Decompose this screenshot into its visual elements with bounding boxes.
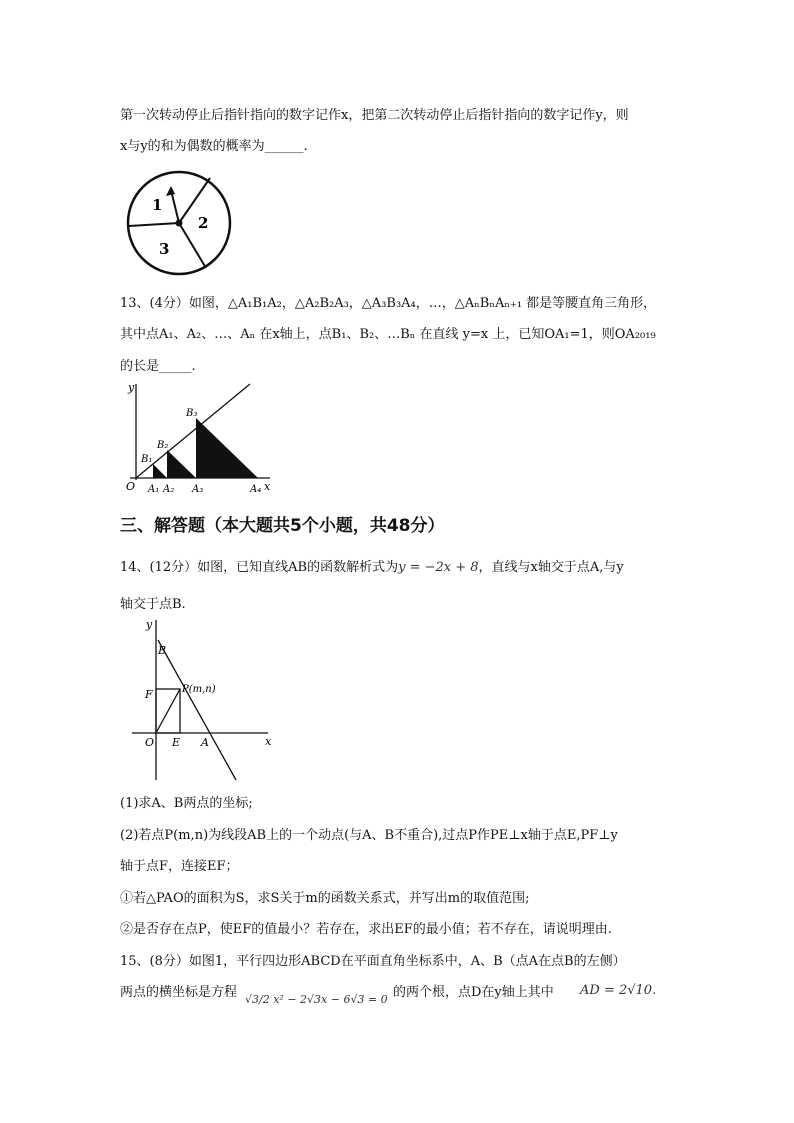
section-heading: 三、解答题（本大题共5个小题，共48分） (120, 516, 445, 536)
line-ab (158, 640, 236, 780)
q12-line2: x与y的和为偶数的概率为______. (120, 139, 308, 154)
q14-sub2b: 轴于点F，连接EF； (120, 859, 239, 874)
q14-sub4: ②是否存在点P，使EF的值最小？若存在，求出EF的最小值；若不存在，请说明理由. (120, 922, 612, 937)
label-o: O (145, 736, 155, 749)
q14-line2: 轴交于点B. (120, 597, 186, 612)
label-x: x (265, 735, 272, 748)
spinner-label-1: 1 (152, 196, 163, 214)
q15-line1: 15、(8分）如图1，平行四边形ABCD在平面直角坐标系中，A、B（点A在点B的左侧） (120, 954, 626, 969)
q13-line2: 其中点A₁、A₂、…、Aₙ 在x轴上，点B₁、B₂、…Bₙ 在直线 y=x 上，已知OA₁=1，则OA₂₀₁₉ (120, 327, 656, 342)
q15-ad: AD = 2√10. (580, 983, 657, 998)
q14-sub3: ①若△PAO的面积为S，求S关于m的函数关系式，并写出m的取值范围; (120, 891, 530, 906)
label-e: E (172, 736, 181, 749)
spinner-pointer (171, 190, 179, 223)
label-a1: A₁ (148, 484, 160, 495)
label-b2: B₂ (157, 440, 169, 451)
q15-line2a: 两点的横坐标是方程 (120, 985, 238, 1000)
label-a4: A₄ (250, 484, 262, 495)
q13-line1: 13、(4分）如图，△A₁B₁A₂，△A₂B₂A₃，△A₃B₃A₄，…，△AₙBₙAₙ₊₁ 都是等腰直角三角形， (120, 296, 657, 311)
label-a2: A₂ (163, 484, 175, 495)
label-y: y (128, 381, 135, 394)
label-a3: A₃ (192, 484, 204, 495)
triangle-3 (196, 418, 258, 478)
q15-line2b: 的两个根，点D在y轴上其中 (393, 985, 554, 1000)
label-x: x (264, 480, 271, 493)
q15-equation: √3/2 x² − 2√3x − 6√3 = 0 (245, 993, 388, 1006)
label-a: A (201, 736, 209, 749)
spinner-label-3: 3 (159, 240, 170, 258)
label-o: O (126, 480, 136, 493)
triangles-figure (120, 378, 280, 496)
label-f: F (145, 688, 153, 701)
q14-line1 (120, 556, 624, 575)
q13-line3: 的长是_____. (120, 359, 196, 374)
triangle-2 (167, 450, 196, 478)
spinner-center (176, 220, 183, 227)
label-b3: B₃ (186, 408, 198, 419)
q14-sub2a: (2)若点P(m,n)为线段AB上的一个动点(与A、B不重合),过点P作PE⊥x轴于点E,PF⊥y (120, 828, 618, 843)
q14-line1-a: 14、(12分）如图，已知直线AB的函数解析式为 (120, 560, 399, 575)
label-b: B (158, 644, 167, 657)
q14-formula: y = −2x + 8 (398, 560, 479, 575)
triangle-1 (153, 464, 167, 478)
spinner-figure (124, 168, 236, 280)
pointer-arrowhead (166, 186, 175, 196)
spinner-divider-2 (129, 223, 179, 226)
q14-sub1: (1)求A、B两点的坐标; (120, 796, 253, 811)
spinner-label-2: 2 (198, 214, 209, 232)
q14-line1-b: ，直线与x轴交于点A,与y (478, 560, 624, 575)
label-p: P(m,n) (182, 684, 216, 695)
q12-line1: 第一次转动停止后指针指向的数字记作x，把第二次转动停止后指针指向的数字记作y，则 (120, 108, 629, 123)
label-y: y (146, 618, 153, 631)
label-b1: B₁ (141, 454, 153, 465)
segment-ef (156, 689, 180, 733)
line-ab-figure (128, 614, 278, 784)
